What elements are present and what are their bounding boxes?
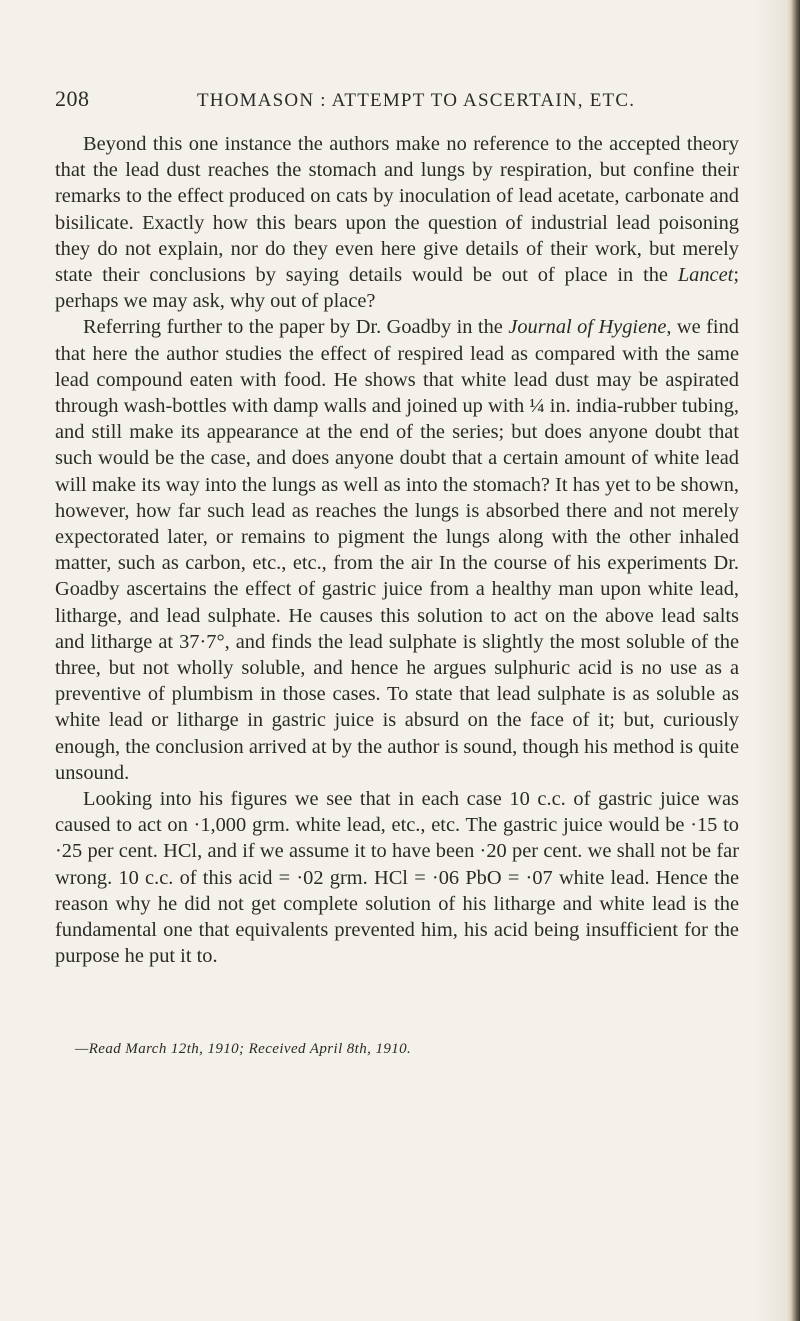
paragraph <box>55 786 739 969</box>
page-shadow <box>756 0 786 1321</box>
page-number: 208 <box>55 86 90 111</box>
text-run: Looking into his figures we see that in each case 10 c.c. of gastric juice was caused to act on ·1,000 grm. white lead, etc., etc. The gastric juice would be ·15 to ·25 per cent. HCl, and if we assume it to have been ·20 per cent. we shall not be far wrong. 10 c.c. of this acid = ·02 grm. HCl = ·06 PbO = ·07 white lead. Hence the reason why he did not get complete solution of his litharge and white lead is the fundamental one that equivalents prevented him, his acid being insufficient for the purpose he put it to. <box>55 788 739 968</box>
received-date-note: —Read March 12th, 1910; Received April 8th, 1910. <box>75 1041 412 1057</box>
italic-title: Journal of Hygiene <box>508 316 667 339</box>
article-body <box>55 131 739 970</box>
page-edge <box>786 0 800 1321</box>
paragraph <box>55 131 739 314</box>
text-run: Beyond this one instance the authors make no reference to the accepted theory that the lead dust reaches the stomach and lungs by respiration, but confine their remarks to the effect produced on cats by inoculation of lead acetate, carbonate and bisilicate. Exactly how this bears upon the question of industrial lead poisoning they do not explain, nor do they even here give details of their work, but merely state their conclusions by saying details would be out of place in the <box>55 133 739 287</box>
italic-title: Lancet <box>677 264 734 287</box>
text-run: ; perhaps we may ask, why out of place? <box>55 264 739 313</box>
page-header <box>55 86 745 126</box>
running-title: THOMASON : ATTEMPT TO ASCERTAIN, ETC. <box>197 90 636 111</box>
text-run: , we find that here the author studies the effect of respired lead as compared with the same lead compound eaten with food. He shows that white lead dust may be aspirated through wash-bottles with damp walls and joined up with ¼ in. india-rubber tubing, and still make its appearance at the end of the series; but does anyone doubt that such would be the case, and does anyone doubt that a certain amount of white lead will make its way into the lungs as well as into the stomach? It has yet to be shown, however, how far such lead as reaches the lungs is absorbed there and not merely expectorated later, or remains to pigment the lungs along with the other inhaled matter, such as carbon, etc., etc., from the air In the course of his experiments Dr. Goadby ascertains the effect of gastric juice from a healthy man upon white lead, litharge, and lead sulphate. He causes this solution to act on the above lead salts and litharge at 37·7°, and finds the lead sulphate is slightly the most soluble of the three, but not wholly soluble, and hence he argues sulphuric acid is no use as a preventive of plumbism in those cases. To state that lead sulphate is as soluble as white lead or litharge in gastric juice is absurd on the face of it; but, curiously enough, the conclusion arrived at by the author is sound, though his method is quite unsound. <box>55 316 739 784</box>
text-run: Referring further to the paper by Dr. Goadby in the <box>83 316 509 339</box>
paragraph <box>55 314 739 786</box>
